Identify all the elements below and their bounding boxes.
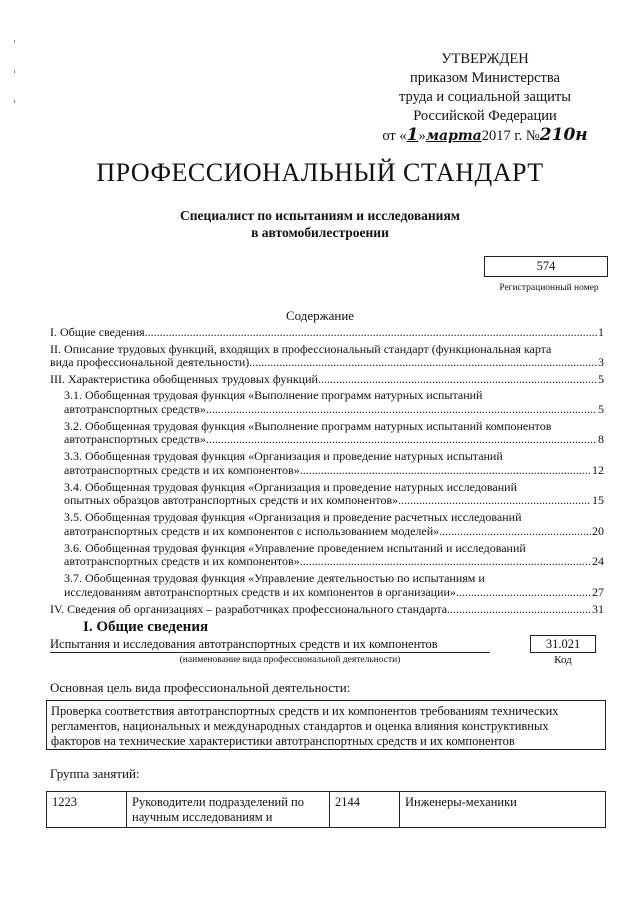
toc-leader	[206, 403, 597, 417]
occupation-name-cell: Руководители подразделений по научным исследованиям и	[127, 792, 330, 828]
group-label: Группа занятий:	[50, 766, 140, 781]
toc-page: 12	[592, 462, 604, 477]
toc-entry-text: 3.2. Обобщенная трудовая функция «Выполнение программ натурных испытаний компонентов	[64, 418, 552, 433]
toc-page: 27	[592, 584, 604, 599]
toc-entry-text: 3.5. Обобщенная трудовая функция «Организация и проведение расчетных исследований	[64, 510, 522, 524]
approval-line-4: Российской Федерации	[413, 108, 557, 124]
toc-entry-text: 3.4. Обобщенная трудовая функция «Организация и проведение натурных исследований	[64, 479, 517, 494]
toc-entry[interactable]	[50, 389, 604, 416]
subtitle-line-2: в автомобилестроении	[251, 225, 389, 240]
table-row	[47, 792, 606, 828]
activity-code-box: 31.021	[530, 635, 596, 653]
toc-entry[interactable]	[50, 450, 604, 477]
toc-entry[interactable]	[50, 326, 604, 340]
subtitle-line-1: Специалист по испытаниям и исследованиям	[180, 208, 460, 223]
toc-entry[interactable]	[50, 511, 604, 538]
toc-entry-text: 3.7. Обобщенная трудовая функция «Управление деятельностью по испытаниям и	[64, 571, 485, 585]
toc-page: 31	[592, 601, 604, 616]
toc-entry-text: II. Описание трудовых функций, входящих в профессиональный стандарт (функциональная карта	[50, 341, 552, 356]
date-month-handwritten: марта	[425, 128, 482, 144]
activity-caption: (наименование вида профессиональной деятельности)	[179, 655, 401, 665]
toc-entry-text: автотранспортных средств и их компонентов»	[64, 554, 300, 568]
goal-text-box: Проверка соответствия автотранспортных средств и их компонентов требованиям технических регламентов, национальных и международных стандартов и оценка влияния конструктивных факторов на технические характеристики автотранспортных средств и их компонентов	[46, 700, 606, 750]
toc-entry-text: автотранспортных средств и их компонентов»	[64, 462, 300, 477]
registration-number-box: 574	[484, 256, 608, 277]
section-heading: I. Общие сведения	[83, 619, 209, 635]
toc-leader	[300, 464, 591, 478]
scan-artifact	[14, 70, 15, 73]
toc-page: 3	[598, 355, 604, 369]
toc-leader	[456, 586, 591, 600]
toc-entry[interactable]	[50, 343, 604, 370]
toc-page: 24	[592, 554, 604, 568]
date-day-handwritten: 1	[406, 125, 419, 145]
approval-date-line	[370, 126, 600, 146]
order-number-handwritten: 210н	[539, 125, 588, 145]
toc-entry-text: автотранспортных средств»	[64, 401, 206, 416]
document-subtitle	[0, 207, 640, 241]
occupation-code-cell: 1223	[47, 792, 127, 828]
toc-leader	[318, 373, 597, 387]
approval-block	[370, 50, 600, 146]
table-of-contents	[50, 326, 604, 619]
toc-page: 15	[592, 493, 604, 507]
goal-label: Основная цель вида профессиональной деятельности:	[50, 680, 351, 695]
toc-entry[interactable]	[50, 572, 604, 599]
toc-entry[interactable]	[50, 373, 604, 387]
toc-entry-text: автотранспортных средств и их компонентов с использованием моделей»	[64, 523, 440, 538]
toc-entry[interactable]	[50, 420, 604, 447]
toc-entry[interactable]	[50, 481, 604, 508]
toc-entry-text: вида профессиональной деятельности)	[50, 355, 250, 369]
toc-leader	[398, 494, 591, 508]
approval-line-1: УТВЕРЖДЕН	[441, 51, 529, 67]
registration-number-label: Регистрационный номер	[499, 283, 599, 293]
occupation-code-cell: 2144	[330, 792, 400, 828]
approval-line-2: приказом Министерства	[410, 70, 560, 86]
toc-entry-text: III. Характеристика обобщенных трудовых функций	[50, 371, 318, 386]
occupation-name-cell: Инженеры-механики	[400, 792, 606, 828]
toc-leader	[249, 356, 597, 370]
toc-leader	[447, 603, 591, 617]
toc-entry-text: исследованиям автотранспортных средств и их компонентов в организации»	[64, 584, 456, 599]
toc-entry-text: 3.6. Обобщенная трудовая функция «Управление проведением испытаний и исследований	[64, 540, 526, 555]
toc-entry-text: I. Общие сведения	[50, 325, 145, 339]
date-year: 2017 г. №	[481, 128, 540, 144]
toc-page: 20	[592, 523, 604, 538]
activity-name: Испытания и исследования автотранспортных средств и их компонентов	[50, 637, 490, 653]
scan-artifact	[14, 40, 15, 43]
approval-line-3: труда и социальной защиты	[399, 89, 571, 105]
toc-page: 5	[598, 401, 604, 416]
toc-entry[interactable]	[50, 603, 604, 617]
toc-entry-text: 3.3. Обобщенная трудовая функция «Организация и проведение натурных испытаний	[64, 449, 503, 463]
toc-leader	[145, 326, 597, 340]
occupation-table	[46, 791, 606, 828]
toc-leader	[300, 555, 591, 569]
scan-artifact	[14, 100, 15, 103]
document-title: ПРОФЕССИОНАЛЬНЫЙ СТАНДАРТ	[96, 158, 544, 187]
toc-page: 5	[598, 371, 604, 386]
toc-entry[interactable]	[50, 542, 604, 569]
toc-entry-text: IV. Сведения об организациях – разработчиках профессионального стандарта	[50, 601, 448, 616]
toc-page: 8	[598, 432, 604, 446]
toc-entry-text: опытных образцов автотранспортных средств и их компонентов»	[64, 493, 399, 507]
toc-leader	[206, 433, 597, 447]
toc-leader	[439, 525, 591, 539]
toc-entry-text: 3.1. Обобщенная трудовая функция «Выполнение программ натурных испытаний	[64, 388, 483, 402]
toc-heading: Содержание	[285, 308, 355, 323]
date-mid: »	[418, 128, 426, 144]
toc-entry-text: автотранспортных средств»	[64, 432, 206, 446]
toc-page: 1	[598, 325, 604, 339]
code-caption: Код	[554, 654, 572, 666]
date-prefix: от «	[382, 128, 407, 144]
